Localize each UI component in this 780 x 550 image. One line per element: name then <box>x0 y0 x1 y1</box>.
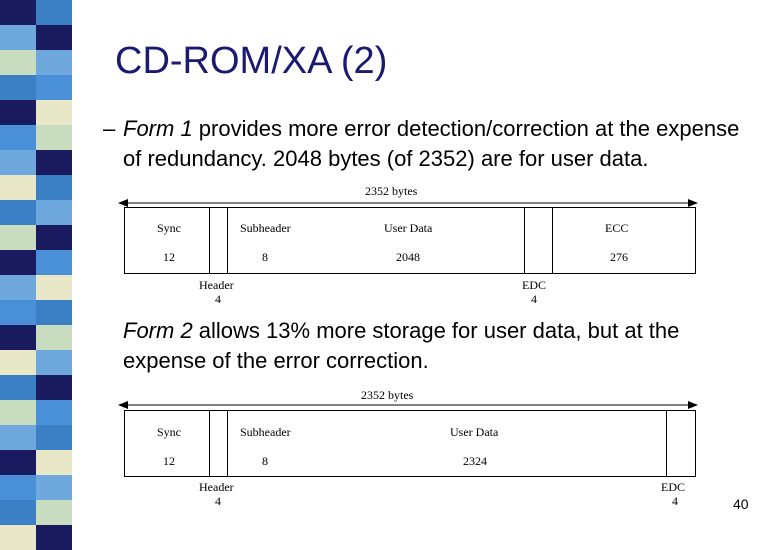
form2-divider-header-left <box>209 410 210 477</box>
stripe-square <box>0 425 36 450</box>
stripe-square <box>0 25 36 50</box>
stripe-square <box>0 175 36 200</box>
form1-userdata-label: User Data <box>384 221 433 235</box>
form1-header-label: Header <box>199 278 234 292</box>
stripe-square <box>0 350 36 375</box>
stripe-square <box>36 525 72 550</box>
form2-subheader-label: Subheader <box>240 425 291 439</box>
form2-total-label: 2352 bytes <box>358 388 416 403</box>
stripe-square <box>36 75 72 100</box>
form1-ecc-size: 276 <box>610 250 628 264</box>
stripe-square <box>0 75 36 100</box>
form1-subheader-label: Subheader <box>240 221 291 235</box>
form2-userdata-label: User Data <box>450 425 499 439</box>
stripe-square <box>36 425 72 450</box>
decorative-stripe <box>0 0 72 540</box>
stripe-square <box>0 475 36 500</box>
form1-name: Form 1 <box>123 116 193 141</box>
form2-header-size: 4 <box>215 494 221 508</box>
form2-divider-header-right <box>227 410 228 477</box>
stripe-square <box>0 325 36 350</box>
stripe-square <box>0 250 36 275</box>
form2-header-label: Header <box>199 480 234 494</box>
page-number: 40 <box>733 496 749 512</box>
stripe-square <box>0 150 36 175</box>
form1-subheader-size: 8 <box>262 250 268 264</box>
stripe-square <box>36 50 72 75</box>
stripe-square <box>0 400 36 425</box>
form1-sync-label: Sync <box>157 221 181 235</box>
form1-text <box>123 114 743 174</box>
stripe-square <box>0 450 36 475</box>
bullet-dash: – <box>103 116 116 141</box>
slide-title: CD-ROM/XA (2) <box>115 40 388 82</box>
stripe-square <box>36 475 72 500</box>
stripe-square <box>36 225 72 250</box>
form2-userdata-size: 2324 <box>463 454 487 468</box>
form2-paragraph <box>123 316 743 376</box>
form1-divider-edc-left <box>524 207 525 274</box>
form2-description: allows 13% more storage for user data, but at the expense of the error correction. <box>123 318 680 373</box>
form1-description: provides more error detection/correction at the expense of redundancy. 2048 bytes (of 2352) are for user data. <box>123 116 740 171</box>
stripe-square <box>36 500 72 525</box>
form1-divider-header-right <box>227 207 228 274</box>
stripe-square <box>36 325 72 350</box>
stripe-square <box>0 525 36 550</box>
stripe-square <box>0 200 36 225</box>
stripe-square <box>0 125 36 150</box>
stripe-square <box>36 125 72 150</box>
form2-sync-label: Sync <box>157 425 181 439</box>
stripe-square <box>0 50 36 75</box>
stripe-square <box>36 450 72 475</box>
stripe-square <box>36 300 72 325</box>
stripe-square <box>36 375 72 400</box>
stripe-square <box>36 400 72 425</box>
stripe-square <box>36 175 72 200</box>
form1-header-size: 4 <box>215 292 221 306</box>
stripe-square <box>36 0 72 25</box>
stripe-square <box>0 375 36 400</box>
stripe-square <box>36 25 72 50</box>
stripe-square <box>36 150 72 175</box>
stripe-square <box>36 350 72 375</box>
form2-subheader-size: 8 <box>262 454 268 468</box>
stripe-square <box>36 100 72 125</box>
form2-sync-size: 12 <box>163 454 175 468</box>
form1-userdata-size: 2048 <box>396 250 420 264</box>
form2-name: Form 2 <box>123 318 193 343</box>
form1-edc-size: 4 <box>531 292 537 306</box>
stripe-square <box>0 0 36 25</box>
form1-sync-size: 12 <box>163 250 175 264</box>
form1-ecc-label: ECC <box>605 221 629 235</box>
form1-total-label: 2352 bytes <box>362 184 420 199</box>
form1-divider-edc-right <box>552 207 553 274</box>
form1-divider-header-left <box>209 207 210 274</box>
form2-divider-edc <box>666 410 667 477</box>
stripe-square <box>0 500 36 525</box>
stripe-square <box>0 225 36 250</box>
form2-edc-size: 4 <box>672 494 678 508</box>
form2-edc-label: EDC <box>661 480 685 494</box>
stripe-square <box>36 275 72 300</box>
stripe-square <box>0 300 36 325</box>
form1-edc-label: EDC <box>522 278 546 292</box>
stripe-square <box>0 275 36 300</box>
stripe-square <box>36 200 72 225</box>
stripe-square <box>0 100 36 125</box>
stripe-square <box>36 250 72 275</box>
